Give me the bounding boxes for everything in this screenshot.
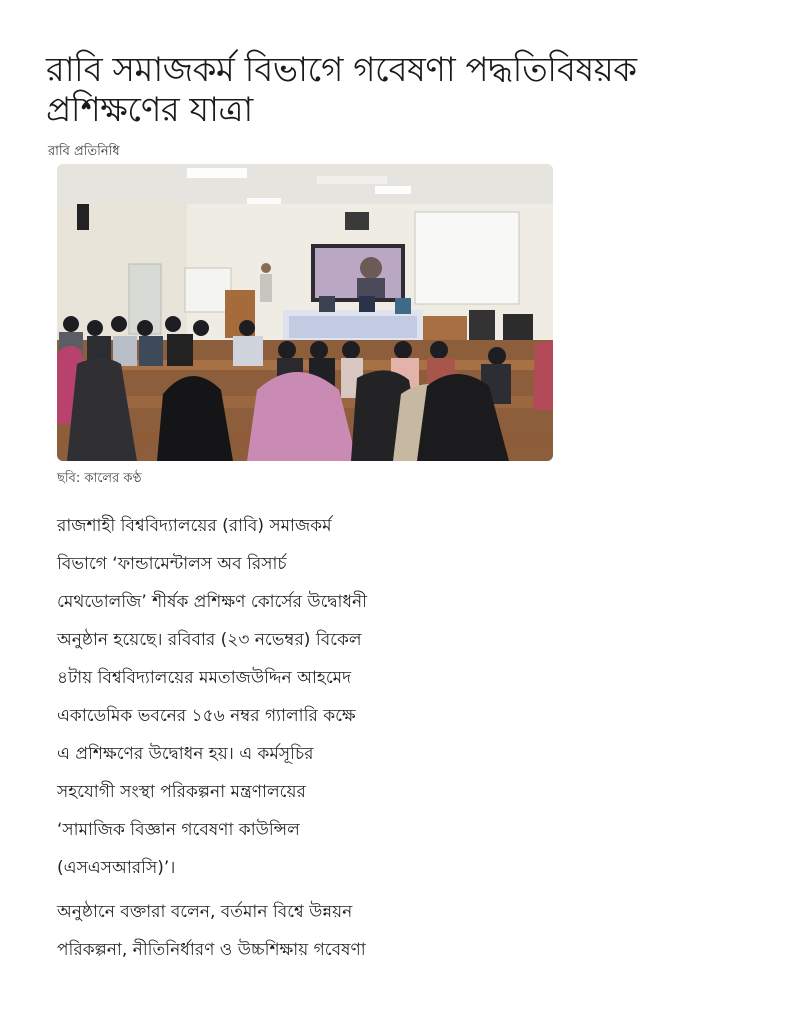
article-headline xyxy=(46,50,736,130)
paragraph-line: রাজশাহী বিশ্ববিদ্যালয়ের (রাবি) সমাজকর্ম xyxy=(57,516,332,536)
paragraph-line: (এসএসআরসি)’। xyxy=(57,858,176,878)
article-paragraph-1 xyxy=(57,507,477,887)
headline-line-2: প্রশিক্ষণের যাত্রা xyxy=(46,90,253,130)
byline: রাবি প্রতিনিধি xyxy=(48,144,120,159)
headline-line-1: রাবি সমাজকর্ম বিভাগে গবেষণা পদ্ধতিবিষয়ক xyxy=(46,50,637,90)
article-paragraph-2 xyxy=(57,893,477,969)
paragraph-line: অনুষ্ঠান হয়েছে। রবিবার (২৩ নভেম্বর) বিকেল xyxy=(57,630,362,650)
paragraph-line: এ প্রশিক্ষণের উদ্বোধন হয়। এ কর্মসূচির xyxy=(57,744,314,764)
photo-caption: ছবি: কালের কণ্ঠ xyxy=(57,471,142,486)
paragraph-line: সহযোগী সংস্থা পরিকল্পনা মন্ত্রণালয়ের xyxy=(57,782,306,802)
paragraph-line: মেথডোলজি’ শীর্ষক প্রশিক্ষণ কোর্সের উদ্বোধনী xyxy=(57,592,368,612)
paragraph-line: পরিকল্পনা, নীতিনির্ধারণ ও উচ্চশিক্ষায় গবেষণা xyxy=(57,940,366,960)
article-body xyxy=(57,507,477,969)
article-photo xyxy=(57,164,553,461)
seminar-hall-photo xyxy=(57,164,553,461)
paragraph-line: একাডেমিক ভবনের ১৫৬ নম্বর গ্যালারি কক্ষে xyxy=(57,706,356,726)
paragraph-line: বিভাগে ‘ফান্ডামেন্টালস অব রিসার্চ xyxy=(57,554,287,574)
paragraph-line: ‘সামাজিক বিজ্ঞান গবেষণা কাউন্সিল xyxy=(57,820,300,840)
paragraph-line: অনুষ্ঠানে বক্তারা বলেন, বর্তমান বিশ্বে উন্নয়ন xyxy=(57,902,353,922)
paragraph-line: ৪টায় বিশ্ববিদ্যালয়ের মমতাজউদ্দিন আহমেদ xyxy=(57,668,352,688)
